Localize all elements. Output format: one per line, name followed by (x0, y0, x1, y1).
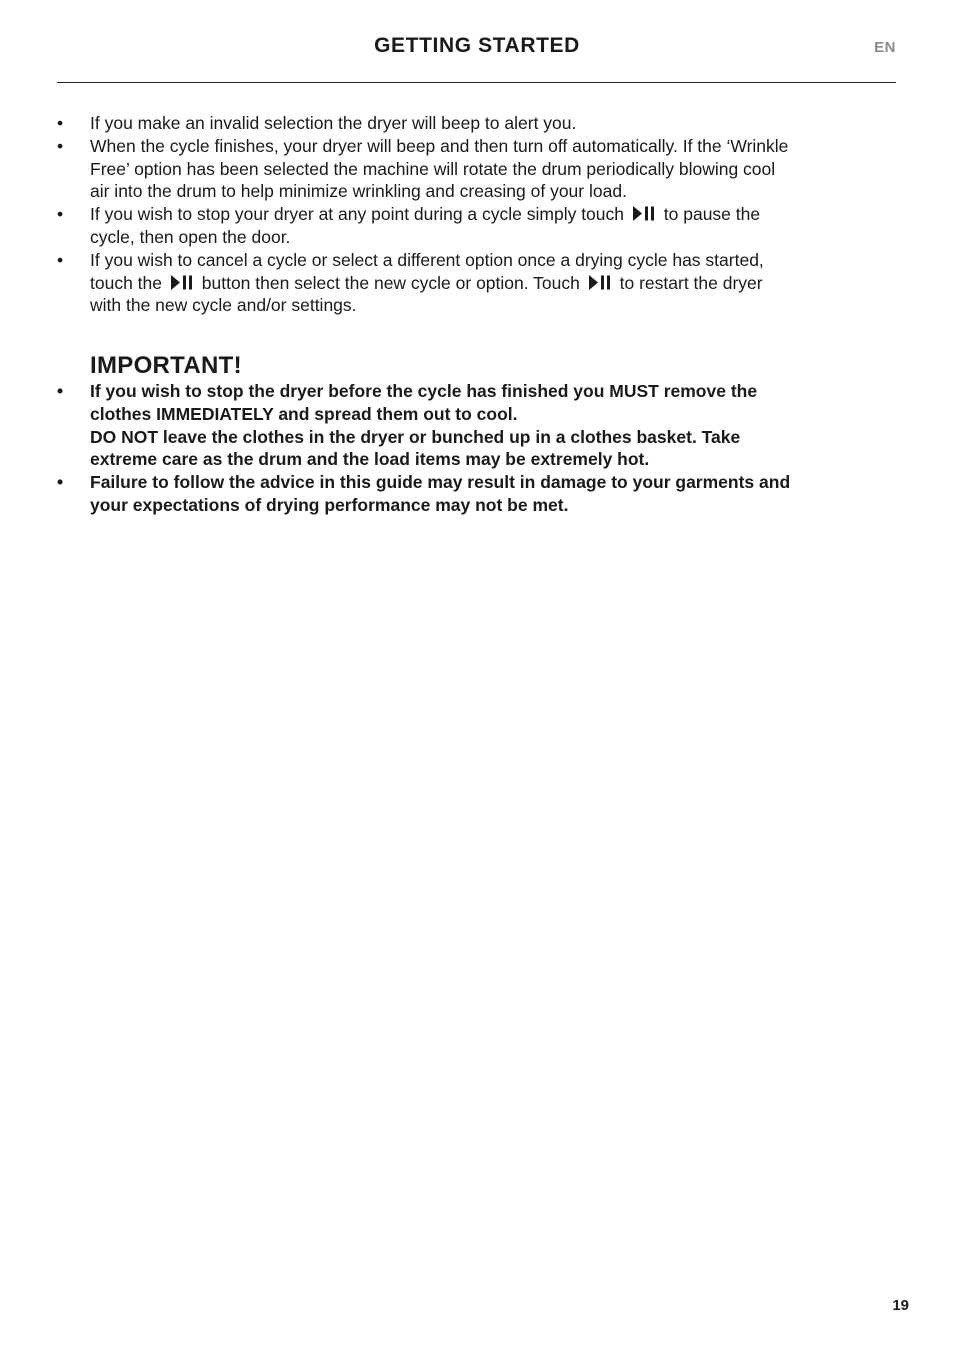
warning-item (57, 380, 797, 471)
header-divider (57, 82, 896, 83)
bullet-icon: • (57, 135, 64, 156)
list-item-text-start: If you wish to cancel a cycle or select a different option once a drying cycle has started, touch the (90, 249, 764, 293)
list-item (57, 249, 797, 317)
list-item-text: When the cycle finishes, your dryer will beep and then turn off automatically. If the ‘Wrinkle Free’ option has been selected the machine will rotate the drum periodically blowing cool air into the drum to help minimize wrinkling and creasing of your load. (90, 135, 789, 202)
list-item (57, 112, 797, 135)
play-pause-icon (170, 274, 194, 291)
page-title: GETTING STARTED (374, 34, 580, 57)
bullet-icon: • (57, 204, 64, 225)
list-item (57, 203, 797, 249)
warning-text: Failure to follow the advice in this guide may result in damage to your garments and your expectations of drying performance may not be met. (90, 472, 791, 515)
warning-text-continued: DO NOT leave the clothes in the dryer or bunched up in a clothes basket. Take extreme care as the drum and the load items may be extremely hot. (90, 426, 741, 470)
list-item-text-middle: button then select the new cycle or option. Touch (201, 272, 580, 293)
list-item-text-end: to pause the cycle, then open the door. (90, 204, 761, 247)
play-pause-icon (588, 274, 612, 291)
important-list (57, 380, 797, 517)
bullet-icon: • (57, 472, 64, 493)
warning-text: If you wish to stop the dryer before the cycle has finished you MUST remove the clothes IMMEDIATELY and spread them out to cool. (90, 381, 758, 424)
list-item (57, 135, 797, 203)
bullet-icon: • (57, 113, 64, 133)
language-code: EN (874, 39, 896, 56)
warning-item (57, 471, 797, 517)
play-pause-icon (632, 205, 656, 222)
bullet-icon: • (57, 381, 64, 401)
instructions-list (57, 112, 797, 317)
important-heading: IMPORTANT! (90, 352, 242, 379)
list-item-text-start: If you wish to stop your dryer at any point during a cycle simply touch (90, 204, 625, 225)
list-item-text: If you make an invalid selection the dryer will beep to alert you. (90, 113, 577, 133)
page-number: 19 (892, 1297, 909, 1314)
list-item-text-end: to restart the dryer with the new cycle and/or settings. (90, 272, 763, 316)
bullet-icon: • (57, 249, 64, 270)
